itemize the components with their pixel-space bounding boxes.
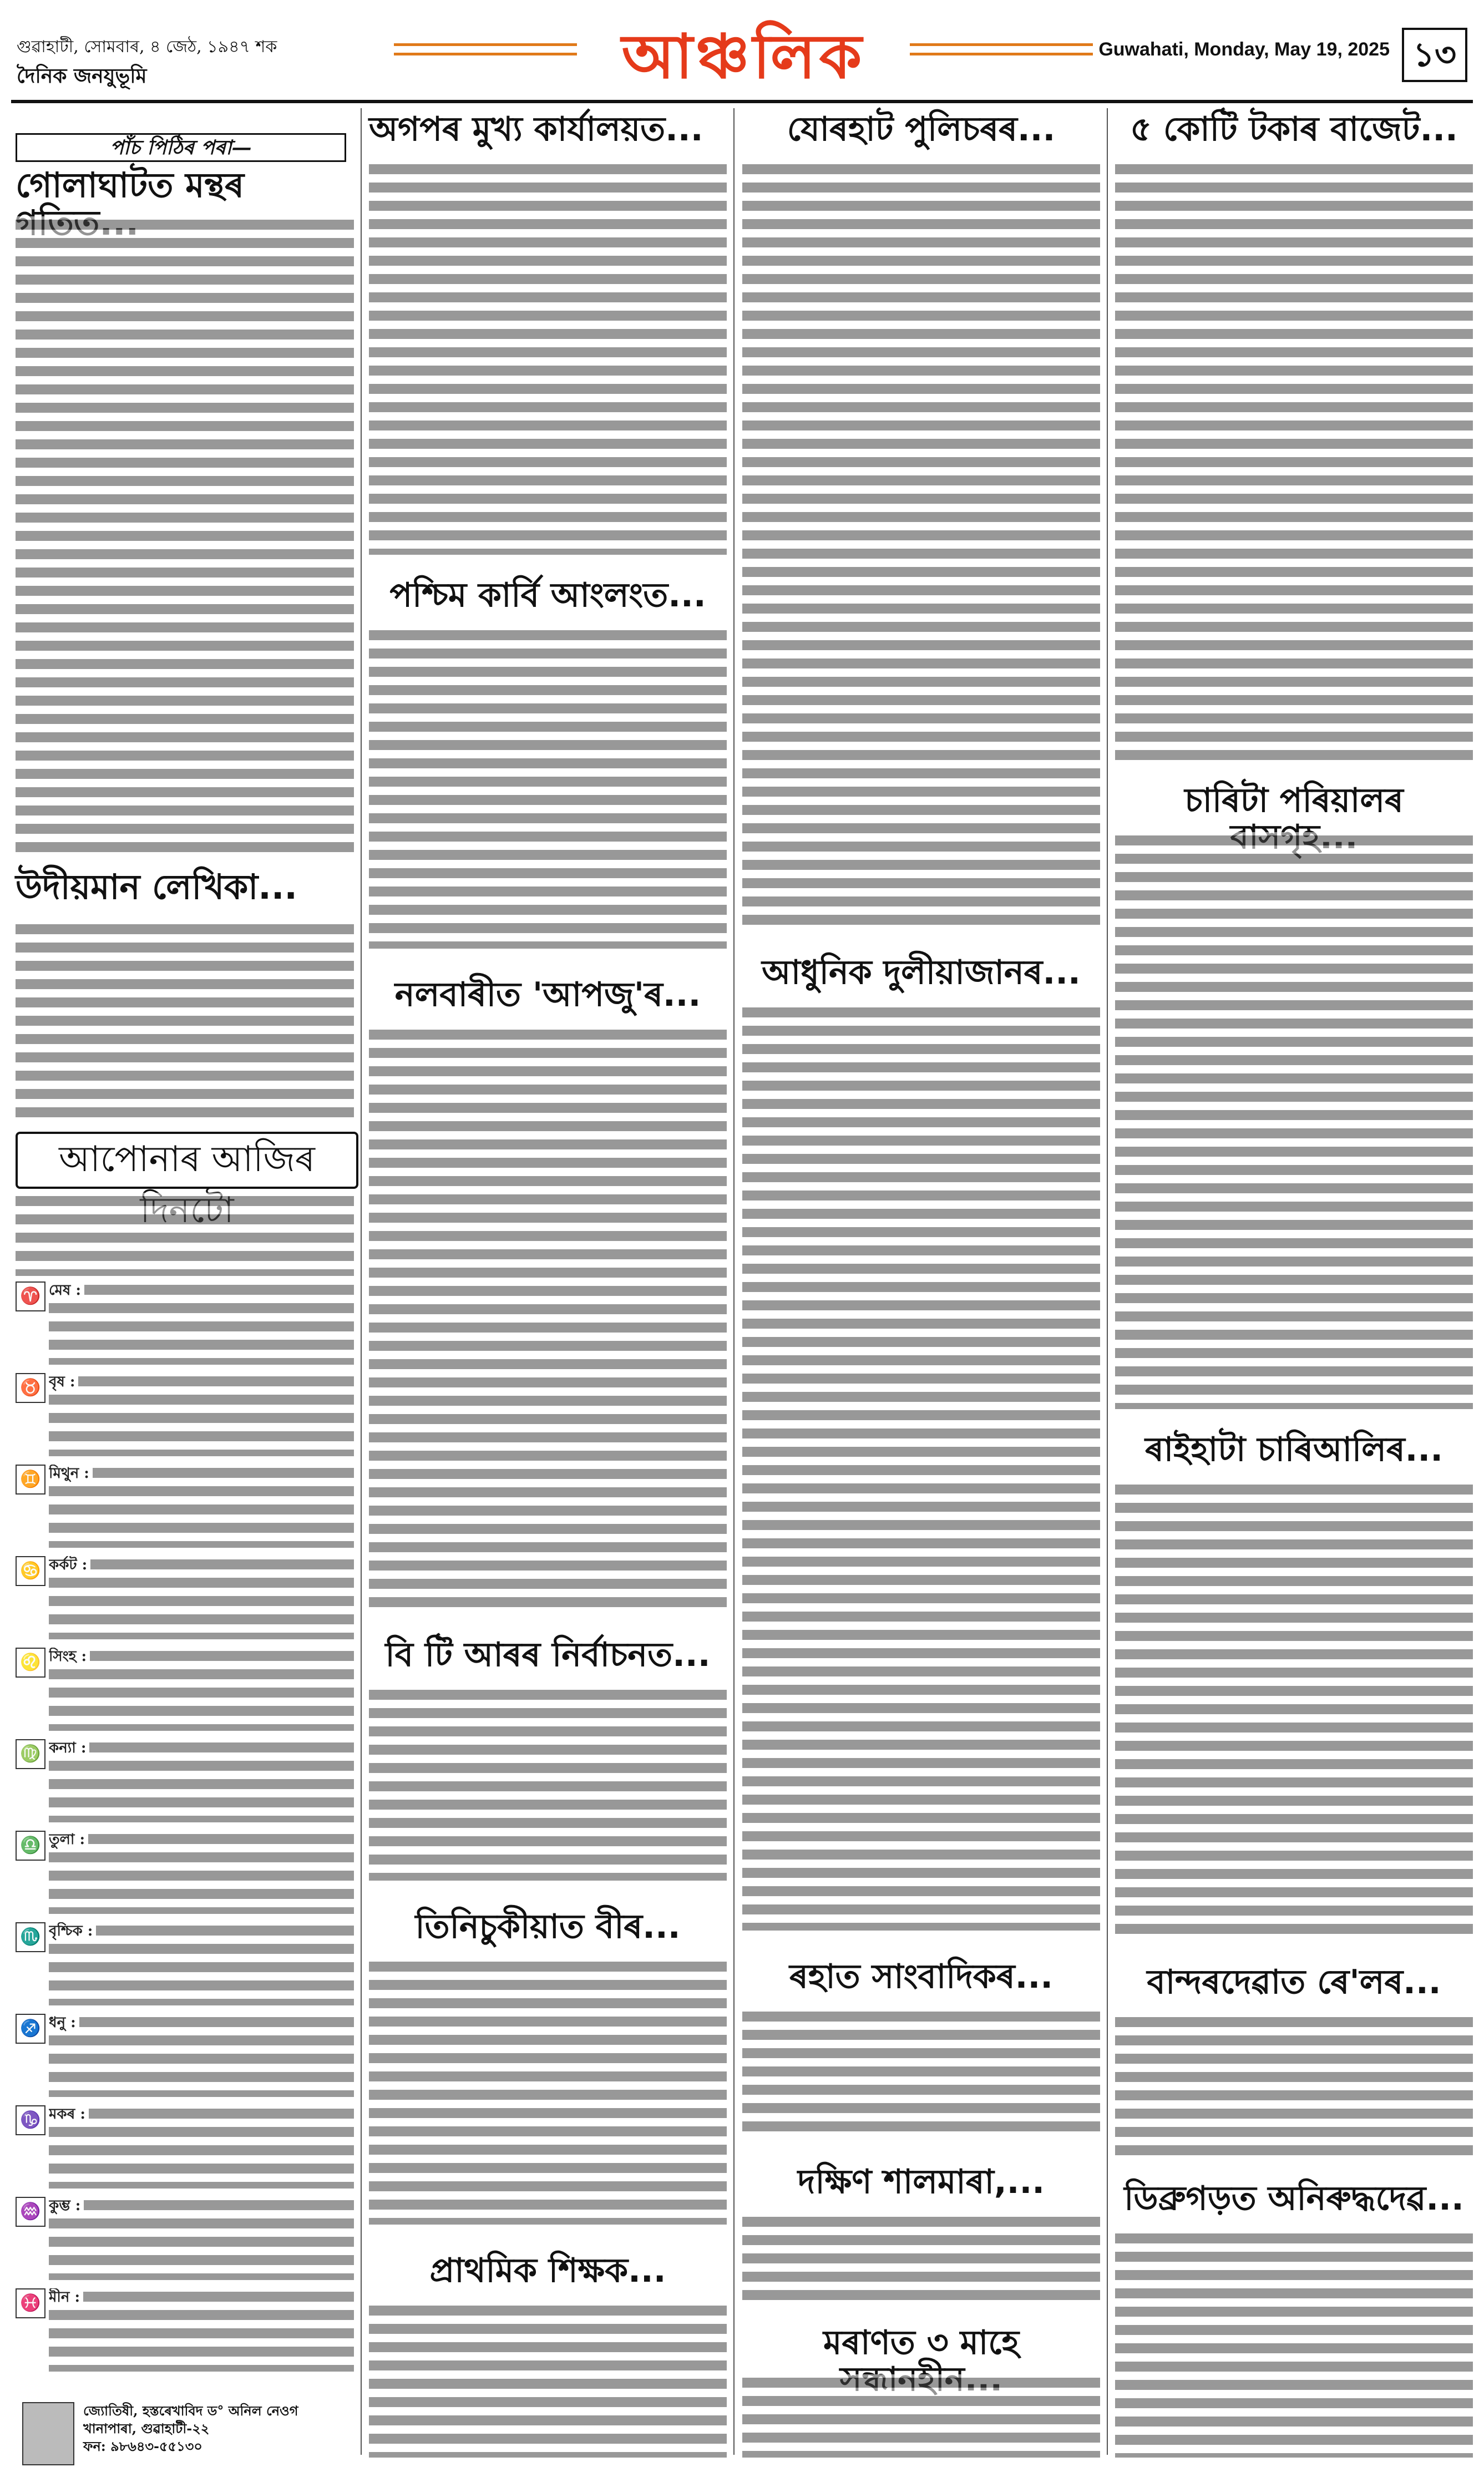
virgo-icon: ♍	[16, 1739, 45, 1769]
aquarius-icon: ♒	[16, 2197, 45, 2227]
headline: ৰহাত সাংবাদিকৰ...	[789, 1957, 1054, 1996]
sign-text	[49, 1922, 354, 2005]
sign-name: কৰ্কট :	[49, 1556, 90, 1574]
sign-name: মকৰ :	[49, 2105, 89, 2124]
sign-text	[49, 1465, 354, 1548]
page-number: ১৩	[1402, 28, 1467, 82]
article-body	[369, 1026, 727, 1609]
sign-name: মিথুন :	[49, 1465, 93, 1483]
sign-text	[49, 1831, 354, 1914]
article-body	[369, 2302, 727, 2458]
headline: চাৰিটা পৰিয়ালৰ	[1184, 781, 1404, 820]
date-right: Guwahati, Monday, May 19, 2025	[1098, 39, 1390, 60]
article-body	[369, 627, 727, 949]
gemini-icon: ♊	[16, 1465, 45, 1495]
article-body	[742, 1004, 1100, 1931]
astrologer-phone: ফন: ৯৮৬৪৩-৫৫১৩০	[83, 2438, 202, 2454]
cancer-icon: ♋	[16, 1556, 45, 1586]
leo-icon: ♌	[16, 1648, 45, 1678]
aries-icon: ♈	[16, 1281, 45, 1311]
sign-name: কুম্ভ :	[49, 2197, 84, 2215]
continued-banner: পাঁচ পিঠিৰ পৰা—	[16, 133, 346, 162]
article-body	[16, 216, 354, 860]
headline: ৫ কোটি টকাৰ বাজেট...	[1130, 110, 1458, 149]
sign-name: বৃশ্চিক :	[49, 1922, 96, 1941]
sign-text	[49, 2288, 354, 2372]
sign-text	[49, 2197, 354, 2280]
article-body	[1115, 2230, 1473, 2458]
sign-name: সিংহ :	[49, 1648, 90, 1666]
sign-name: তুলা :	[49, 1831, 88, 1849]
logo-bars-left	[394, 43, 577, 55]
logo-bars-right	[910, 43, 1093, 55]
astrologer-photo	[22, 2402, 74, 2465]
sign-text	[49, 2105, 354, 2189]
headline: যোৰহাট পুলিচৰৰ...	[787, 110, 1056, 149]
sign-text	[49, 1373, 354, 1456]
headline: মৰাণত ৩ মাহে	[823, 2323, 1019, 2362]
article-body	[742, 2213, 1100, 2302]
article-body	[369, 1958, 727, 2225]
article-body	[1115, 1481, 1473, 1942]
headline: বি টি আৰৰ নিৰ্বাচনত...	[385, 1635, 711, 1674]
horoscope-list	[16, 1281, 354, 2391]
headline: দক্ষিণ শালমাৰা,...	[797, 2162, 1045, 2201]
taurus-icon: ♉	[16, 1373, 45, 1403]
sign-name: ধনু :	[49, 2014, 79, 2032]
logo-text: আঞ্চলিক	[621, 21, 865, 92]
article-body	[742, 161, 1100, 932]
article-body	[742, 2374, 1100, 2458]
sign-name: বৃষ :	[49, 1373, 78, 1391]
sign-text	[49, 1739, 354, 1822]
horoscope-intro	[16, 1193, 354, 1276]
article-body	[1115, 2014, 1473, 2158]
article-body	[1115, 161, 1473, 760]
astrologer-name: জ্যোতিষী, হস্তৰেখাবিদ ড° অনিল নেওগ	[83, 2403, 298, 2419]
headline: অগপৰ মুখ্য কাৰ্যালয়ত...	[369, 110, 703, 149]
astrologer-place: খানাপাৰা, গুৱাহাটী-২২	[83, 2420, 210, 2436]
article-body	[742, 2008, 1100, 2136]
sign-name: মেষ :	[49, 1281, 84, 1300]
paper-name: দৈনিক জনযুভূমি	[17, 64, 147, 88]
column-rule	[361, 108, 362, 2455]
sign-name: মীন :	[49, 2288, 83, 2307]
headline: প্ৰাথমিক শিক্ষক...	[429, 2251, 666, 2290]
sign-text	[49, 2014, 354, 2097]
headline: ৰাইহাটা চাৰিআলিৰ...	[1144, 1430, 1444, 1469]
headline: তিনিচুকীয়াত বীৰ...	[415, 1907, 681, 1946]
headline: আধুনিক দুলীয়াজানৰ...	[762, 953, 1081, 992]
headline: নলবাৰীত 'আপজু'ৰ...	[394, 975, 701, 1014]
headline: ডিব্ৰুগড়ত অনিৰুদ্ধদেৱ...	[1124, 2179, 1464, 2218]
headline: গোলাঘাটত মন্থৰ	[16, 165, 245, 205]
headline: উদীয়মান লেখিকা...	[16, 867, 297, 907]
article-body	[1115, 832, 1473, 1409]
column-rule	[733, 108, 735, 2455]
horoscope-title: আপোনাৰ আজিৰ	[16, 1132, 358, 1189]
sign-text	[49, 1281, 354, 1365]
sign-text	[49, 1648, 354, 1731]
headline: বান্দৰদেৱাত ৰে'লৰ...	[1147, 1963, 1441, 2002]
pisces-icon: ♓	[16, 2288, 45, 2318]
article-body	[369, 1686, 727, 1881]
sign-text	[49, 1556, 354, 1639]
article-body	[16, 921, 354, 1121]
sign-name: কন্যা :	[49, 1739, 89, 1757]
article-body	[369, 161, 727, 555]
headline: পশ্চিম কাৰ্বি আংলংত...	[389, 576, 706, 615]
date-left: গুৱাহাটী, সোমবাৰ, ৪ জেঠ, ১৯৪৭ শক	[17, 37, 277, 57]
scorpio-icon: ♏	[16, 1922, 45, 1952]
astrologer-credit	[83, 2402, 355, 2455]
logo	[594, 10, 893, 93]
sagittarius-icon: ♐	[16, 2014, 45, 2044]
column-rule	[1107, 108, 1108, 2455]
libra-icon: ♎	[16, 1831, 45, 1861]
capricorn-icon: ♑	[16, 2105, 45, 2135]
masthead-rule	[11, 100, 1473, 103]
